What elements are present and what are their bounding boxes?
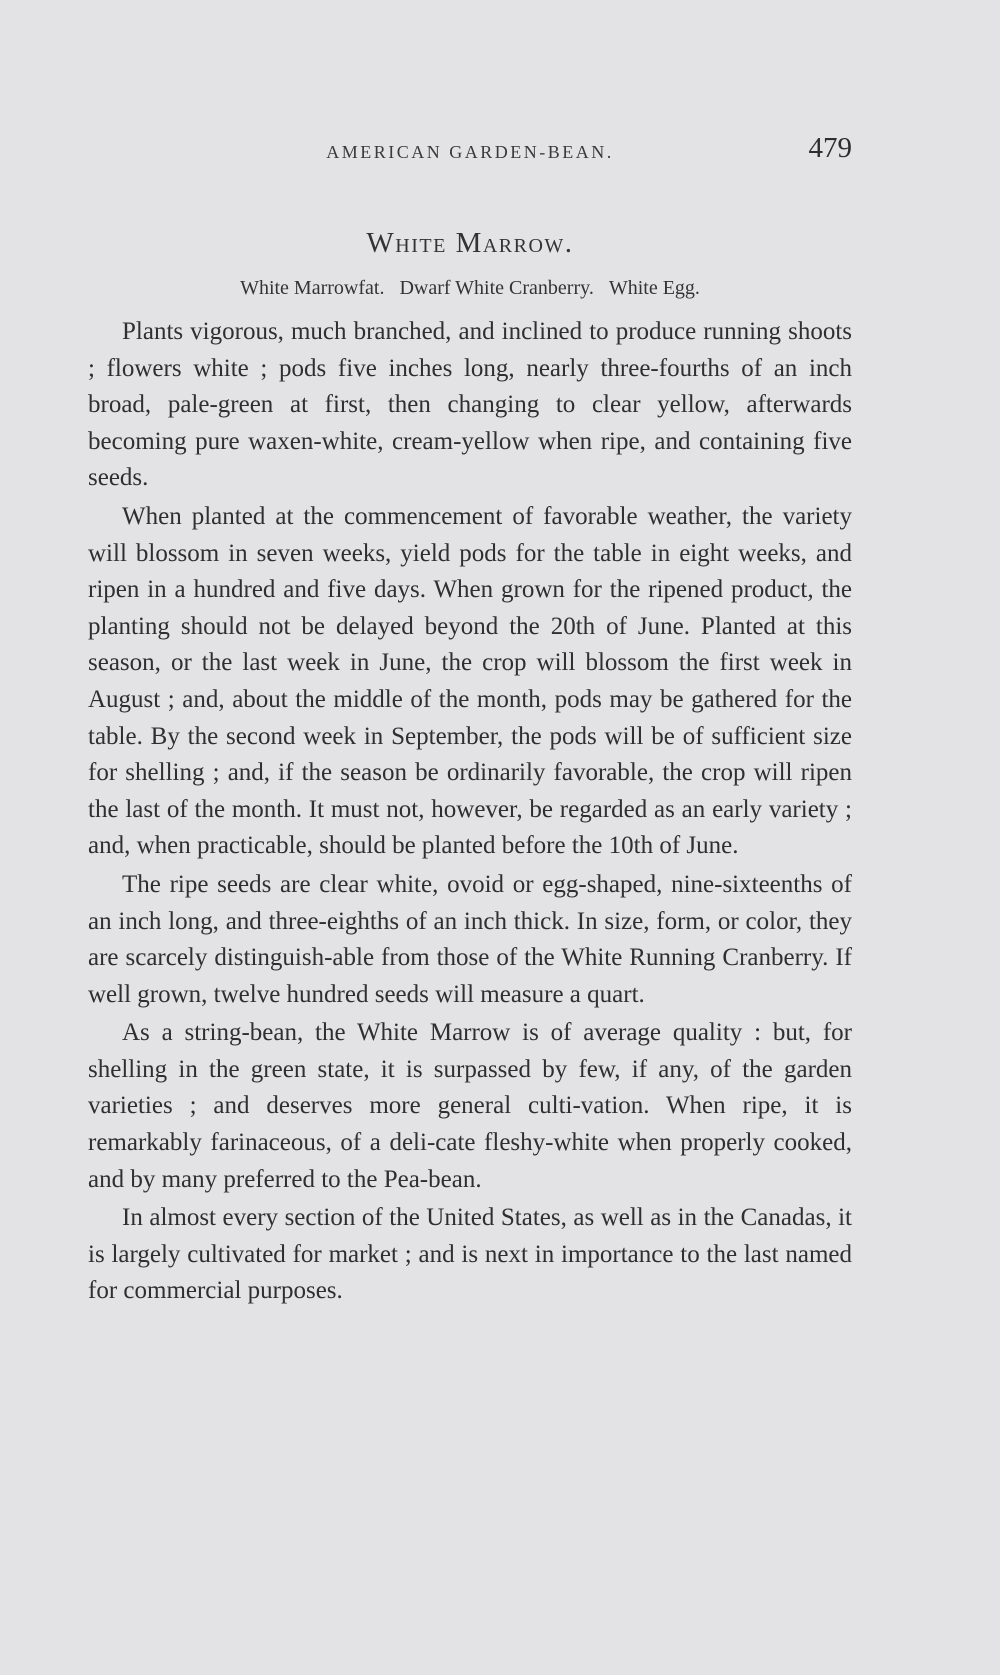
page-number: 479: [808, 132, 852, 164]
section-title: White Marrow.: [366, 227, 574, 259]
synonym: White Marrowfat.: [240, 277, 385, 299]
paragraph: In almost every section of the United States, as well as in the Canadas, it is largely cultivated for market ; and is next in importance to the last named for commercial purposes.: [88, 1204, 852, 1305]
paragraph: When planted at the commencement of favorable weather, the variety will blossom in seven weeks, yield pods for the table in eight weeks, and ripen in a hundred and five days. When grown for the ripened product, the planting should not be delayed beyond the 20th of June. Planted at this season, or the last week in June, the crop will blossom the first week in August ; and, about the middle of the month, pods may be gathered for the table. By the second week in September, the pods will be of sufficient size for shelling ; and, if the season be ordinarily favorable, the crop will ripen the last of the month. It must not, however, be regarded as an early variety ; and, when practicable, should be planted before the 10th of June.: [88, 502, 852, 860]
paragraph: Plants vigorous, much branched, and inclined to produce running shoots ; flowers white ; pods five inches long, nearly three-fourths of an inch broad, pale-green at first, then changing to clear yellow, afterwards becoming pure waxen-white, cream-yellow when ripe, and containing five seeds.: [88, 318, 852, 492]
synonym: Dwarf White Cranberry.: [399, 277, 594, 299]
synonyms-line: [88, 277, 852, 300]
paragraph: As a string-bean, the White Marrow is of average quality : but, for shelling in the green state, it is surpassed by few, if any, of the garden varieties ; and deserves more general culti-vation. When ripe, it is remarkably farinaceous, of a deli-cate fleshy-white when properly cooked, and by many preferred to the Pea-bean.: [88, 1019, 852, 1193]
running-title: AMERICAN GARDEN-BEAN.: [326, 142, 614, 162]
running-head: [88, 132, 852, 178]
body-text: [88, 314, 852, 1312]
synonym: White Egg.: [608, 277, 700, 299]
paragraph: The ripe seeds are clear white, ovoid or egg-shaped, nine-sixteenths of an inch long, and three-eighths of an inch thick. In size, form, or color, they are scarcely distinguish-able from those of the White Running Cranberry. If well grown, twelve hundred seeds will measure a quart.: [88, 870, 852, 1008]
